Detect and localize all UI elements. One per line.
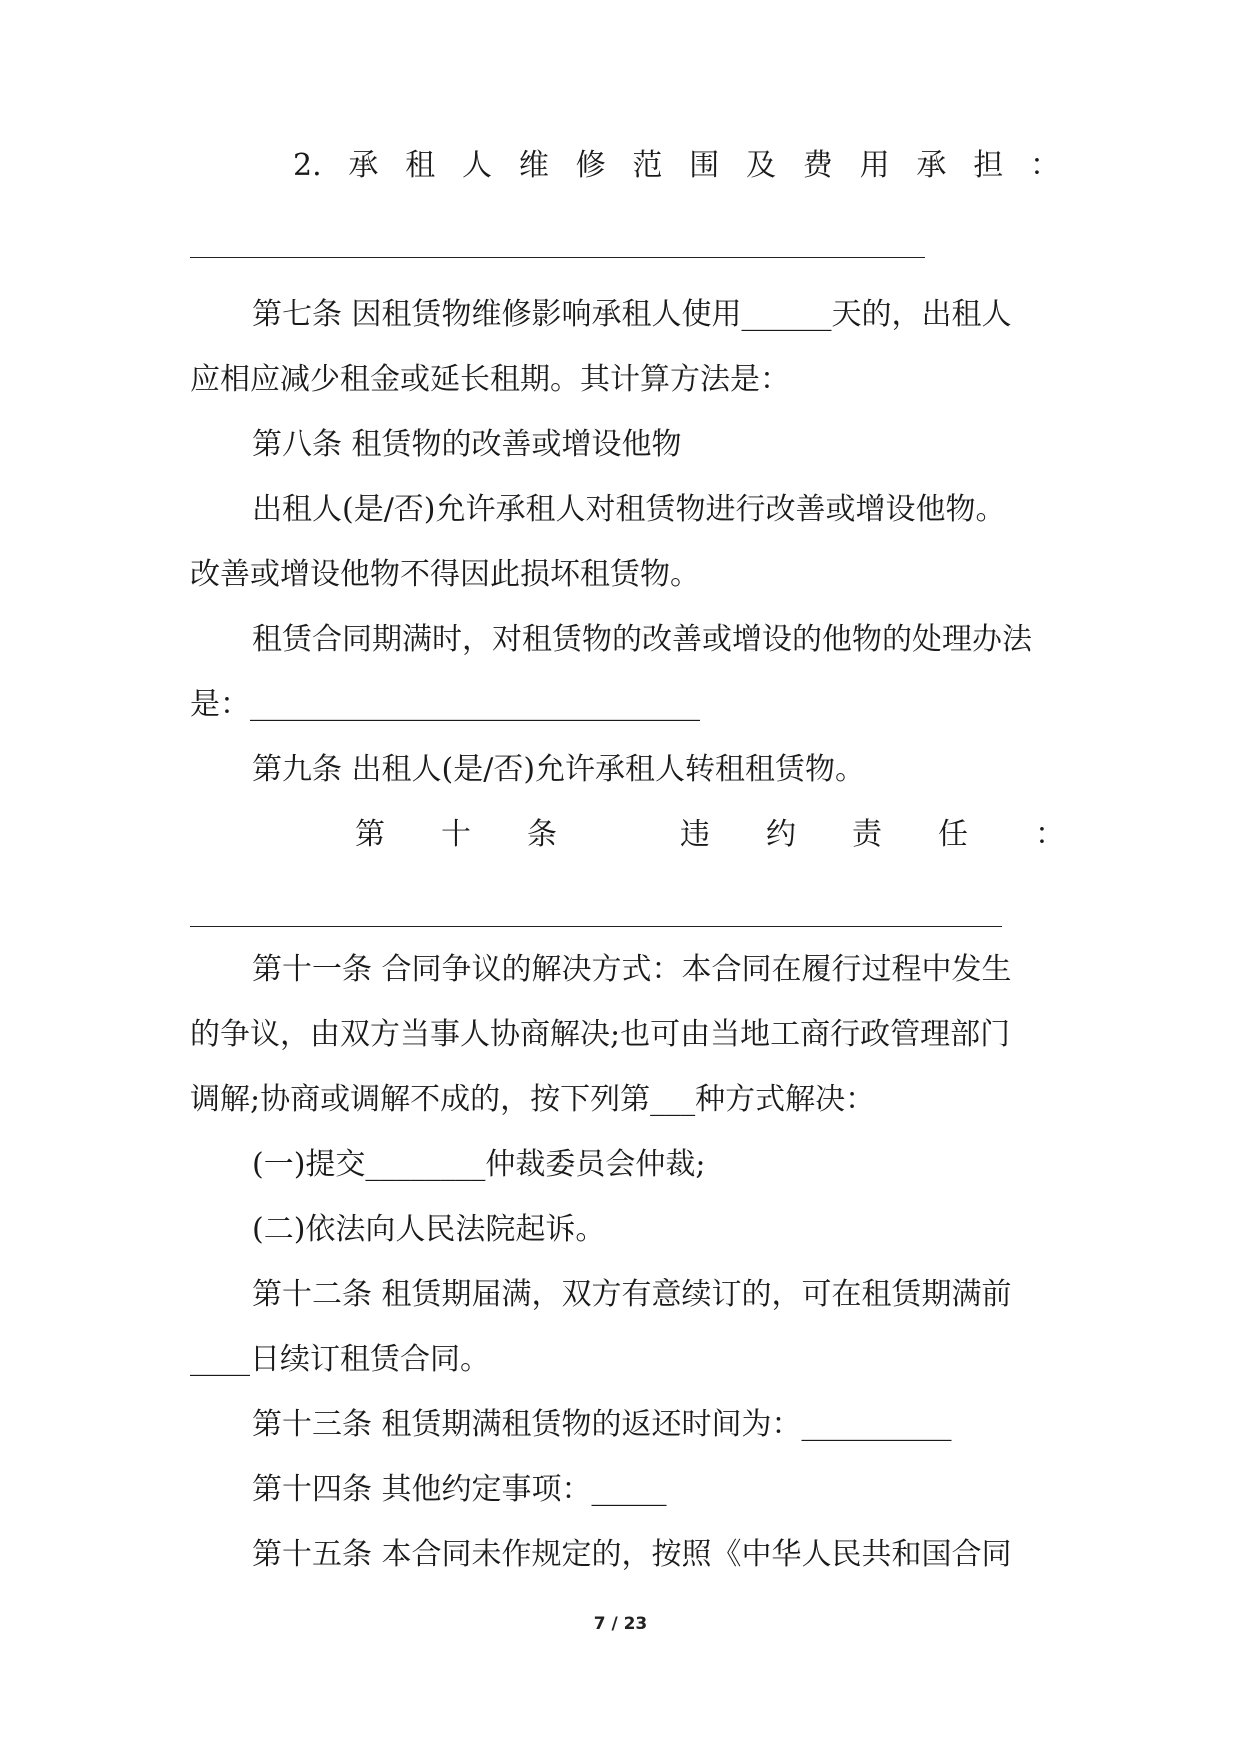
- clause-2-char: ：: [1029, 148, 1060, 183]
- clause-2-char: 担: [973, 148, 1004, 183]
- article-12-line-1: 第十二条 租赁期届满，双方有意续订的，可在租赁期满前: [252, 1277, 1012, 1312]
- article-10-char: 任: [938, 817, 968, 852]
- article-11-line-2: 的争议，由双方当事人协商解决;也可由当地工商行政管理部门: [190, 1017, 1011, 1052]
- clause-2-label: 2.: [293, 148, 322, 183]
- article-15-line-1: 第十五条 本合同未作规定的，按照《中华人民共和国合同: [252, 1537, 1012, 1572]
- clause-2-char: 范: [632, 148, 663, 183]
- clause-2-char: 围: [689, 148, 720, 183]
- article-10-char: 第: [355, 817, 385, 852]
- article-10-char: 责: [852, 817, 882, 852]
- article-10-char: 违: [680, 817, 710, 852]
- clause-2-char: 及: [746, 148, 776, 183]
- clause-2-char: 人: [462, 148, 493, 183]
- article-11-line-3: 调解;协商或调解不成的，按下列第___种方式解决：: [190, 1082, 876, 1117]
- article-14-text: 第十四条 其他约定事项：_____: [252, 1472, 667, 1507]
- article-8-para-1-line-1: 出租人(是/否)允许承租人对租赁物进行改善或增设他物。: [252, 492, 1006, 527]
- article-8-title: 第八条 租赁物的改善或增设他物: [252, 427, 682, 462]
- article-10-char: 十: [441, 817, 471, 852]
- clause-2-char: 修: [575, 148, 606, 183]
- article-10-char: 条: [527, 817, 557, 852]
- clause-2-blank-rule: [190, 257, 925, 258]
- article-10-char: ：: [1035, 817, 1065, 852]
- article-9-text: 第九条 出租人(是/否)允许承租人转租租赁物。: [252, 752, 866, 787]
- article-11-line-1: 第十一条 合同争议的解决方式：本合同在履行过程中发生: [252, 952, 1012, 987]
- page-number: 7 / 23: [593, 1614, 648, 1634]
- article-11-option-2: (二)依法向人民法院起诉。: [252, 1212, 606, 1247]
- clause-2-char: 承: [348, 148, 379, 183]
- clause-2-char: 承: [916, 148, 947, 183]
- article-8-para-2-line-1: 租赁合同期满时，对租赁物的改善或增设的他物的处理办法: [252, 622, 1032, 657]
- article-12-line-2: ____日续订租赁合同。: [190, 1342, 490, 1377]
- article-10-blank-rule: [190, 926, 1002, 927]
- article-11-option-1: (一)提交________仲裁委员会仲裁;: [252, 1147, 706, 1182]
- clause-2-char: 租: [405, 148, 436, 183]
- article-10-char: 约: [766, 817, 796, 852]
- article-13-text: 第十三条 租赁期满租赁物的返还时间为：__________: [252, 1407, 952, 1442]
- article-8-para-2-line-2: 是：______________________________: [190, 687, 700, 722]
- clause-2-heading: [293, 146, 1060, 186]
- article-8-para-1-line-2: 改善或增设他物不得因此损坏租赁物。: [190, 557, 700, 592]
- clause-2-char: 费: [802, 148, 833, 183]
- clause-2-char: 维: [518, 148, 549, 183]
- article-7-line-2: 应相应减少租金或延长租期。其计算方法是：: [190, 362, 790, 397]
- article-7-line-1: 第七条 因租赁物维修影响承租人使用______天的，出租人: [252, 297, 1012, 332]
- clause-2-char: 用: [859, 148, 890, 183]
